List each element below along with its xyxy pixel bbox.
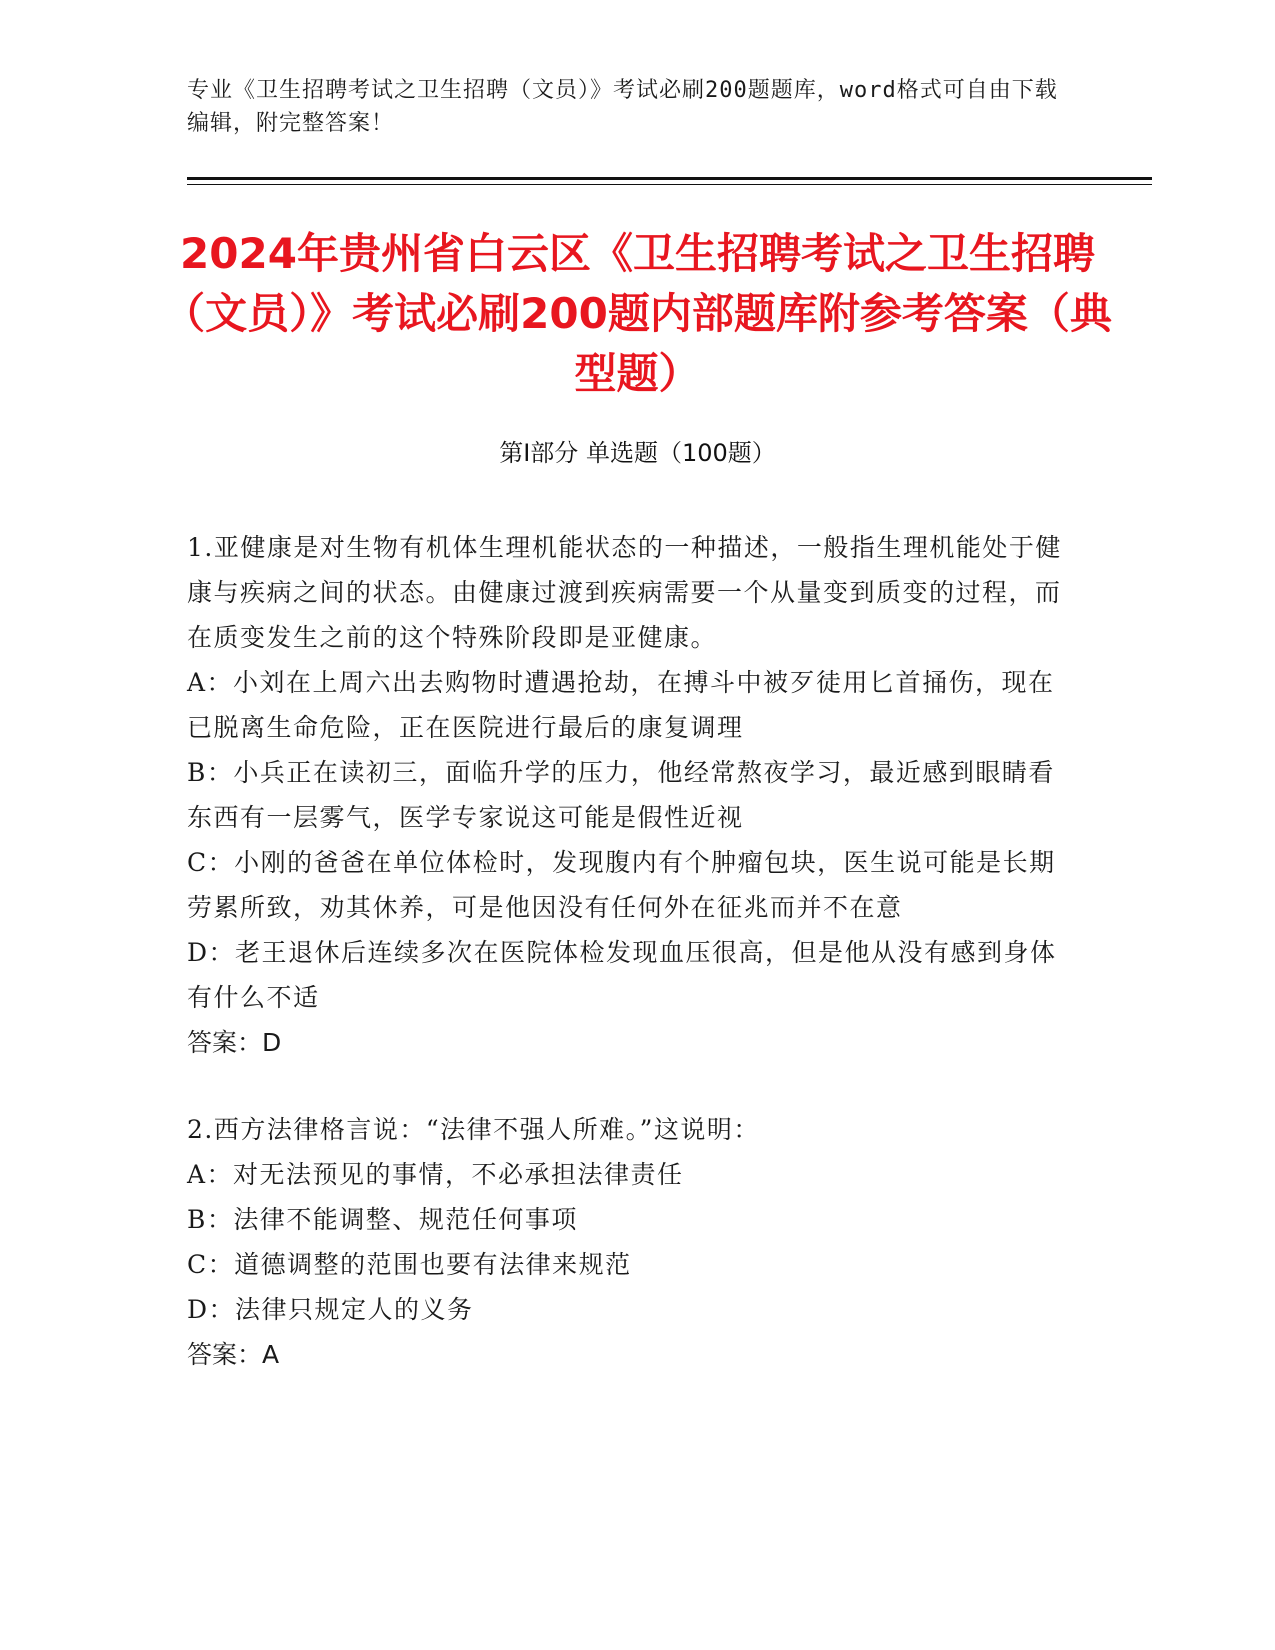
option-a: A：小刘在上周六出去购物时遭遇抢劫，在搏斗中被歹徒用匕首捅伤，现在已脱离生命危险，正在医院进行最后的康复调理 bbox=[187, 668, 1055, 742]
header-divider-thin bbox=[187, 184, 1152, 185]
option-a: A：对无法预见的事情，不必承担法律责任 bbox=[187, 1160, 684, 1189]
section-heading: 第Ⅰ部分 单选题（100题） bbox=[499, 439, 776, 467]
answer-label: 答案：A bbox=[187, 1340, 280, 1369]
question-2 bbox=[187, 1107, 1067, 1377]
question-stem: 2.西方法律格言说：“法律不强人所难。”这说明： bbox=[187, 1115, 760, 1144]
option-c: C：道德调整的范围也要有法律来规范 bbox=[187, 1250, 632, 1279]
answer-label: 答案：D bbox=[187, 1028, 282, 1057]
document-title: 2024年贵州省白云区《卫生招聘考试之卫生招聘（文员）》考试必刷200题内部题库附参考答案（典型题） bbox=[163, 229, 1112, 398]
option-d: D：法律只规定人的义务 bbox=[187, 1295, 474, 1324]
option-b: B：小兵正在读初三，面临升学的压力，他经常熬夜学习，最近感到眼睛看东西有一层雾气，医学专家说这可能是假性近视 bbox=[187, 758, 1055, 832]
question-stem: 1.亚健康是对生物有机体生理机能状态的一种描述，一般指生理机能处于健康与疾病之间的状态。由健康过渡到疾病需要一个从量变到质变的过程，而在质变发生之前的这个特殊阶段即是亚健康。 bbox=[187, 533, 1062, 652]
header-divider-thick bbox=[187, 177, 1152, 180]
question-list bbox=[187, 525, 1067, 1419]
option-d: D：老王退休后连续多次在医院体检发现血压很高，但是他从没有感到身体有什么不适 bbox=[187, 938, 1057, 1012]
header-note: 专业《卫生招聘考试之卫生招聘（文员）》考试必刷200题题库，word格式可自由下载编辑，附完整答案！ bbox=[187, 78, 1058, 136]
option-b: B：法律不能调整、规范任何事项 bbox=[187, 1205, 578, 1234]
option-c: C：小刚的爸爸在单位体检时，发现腹内有个肿瘤包块，医生说可能是长期劳累所致，劝其休养，可是他因没有任何外在征兆而并不在意 bbox=[187, 848, 1056, 922]
question-1 bbox=[187, 525, 1067, 1065]
